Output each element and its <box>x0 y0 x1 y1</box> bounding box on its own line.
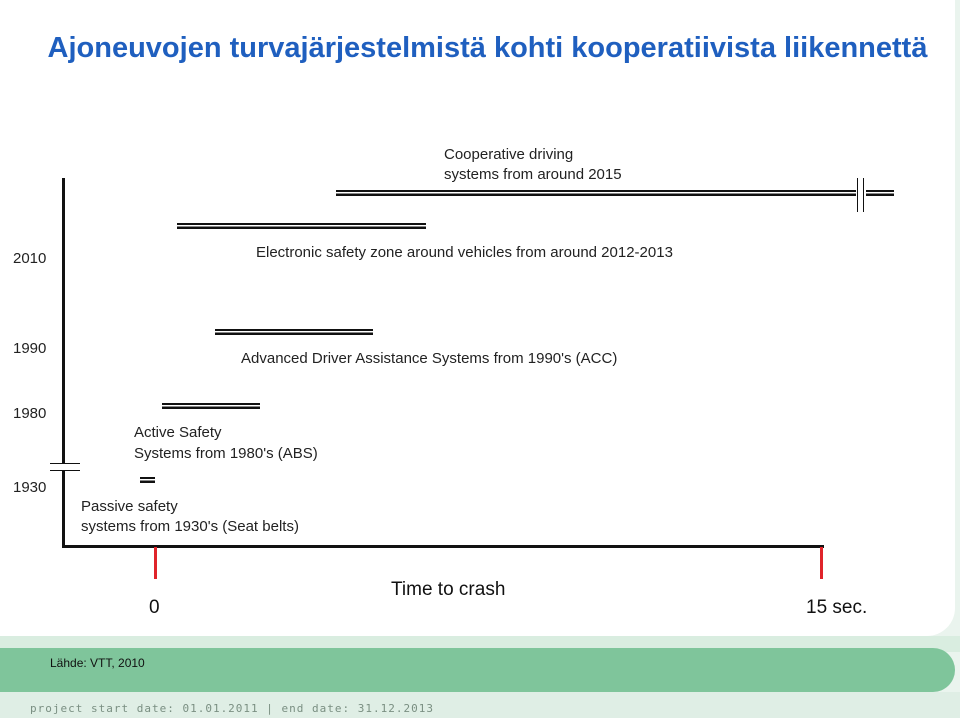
cooperative-break-mark-right <box>863 178 864 212</box>
passive-safety-label-line1: Passive safety <box>81 498 178 515</box>
cooperative-break-mark-left <box>857 178 858 212</box>
adas-bar <box>215 329 373 335</box>
project-dates-footer: project start date: 01.01.2011 | end date: 31.12.2013 <box>30 702 434 715</box>
slide-title: Ajoneuvojen turvajärjestelmistä kohti kooperatiivista liikennettä <box>47 32 928 64</box>
cooperative-bar-continuation <box>866 190 894 196</box>
year-label-2010: 2010 <box>13 250 47 267</box>
y-axis-break-gap <box>60 464 68 470</box>
x-axis-start-label: 0 <box>149 597 160 618</box>
footer-band <box>0 648 955 692</box>
source-note: Lähde: VTT, 2010 <box>50 656 145 670</box>
passive-safety-label-line2: systems from 1930's (Seat belts) <box>81 518 299 535</box>
y-axis-break-mark-lower <box>50 470 80 471</box>
passive-safety-bar <box>140 477 155 483</box>
cooperative-label-line1: Cooperative driving <box>444 146 574 163</box>
year-label-1930: 1930 <box>13 479 47 496</box>
electronic-safety-bar <box>177 223 426 229</box>
y-axis <box>62 178 65 548</box>
active-safety-label-line2: Systems from 1980's (ABS) <box>134 445 318 462</box>
x-axis <box>62 545 824 548</box>
adas-label: Advanced Driver Assistance Systems from 1990's (ACC) <box>241 350 618 367</box>
year-label-1980: 1980 <box>13 405 47 422</box>
year-label-1990: 1990 <box>13 340 47 357</box>
cooperative-bar <box>336 190 856 196</box>
x-axis-title: Time to crash <box>391 579 506 600</box>
electronic-safety-label: Electronic safety zone around vehicles from around 2012-2013 <box>256 244 673 261</box>
active-safety-label-line1: Active Safety <box>134 424 222 441</box>
end-marker <box>820 547 823 579</box>
cooperative-label-line2: systems from around 2015 <box>444 166 622 183</box>
active-safety-bar <box>162 403 260 409</box>
x-axis-end-label: 15 sec. <box>806 597 868 618</box>
start-marker <box>154 547 157 579</box>
